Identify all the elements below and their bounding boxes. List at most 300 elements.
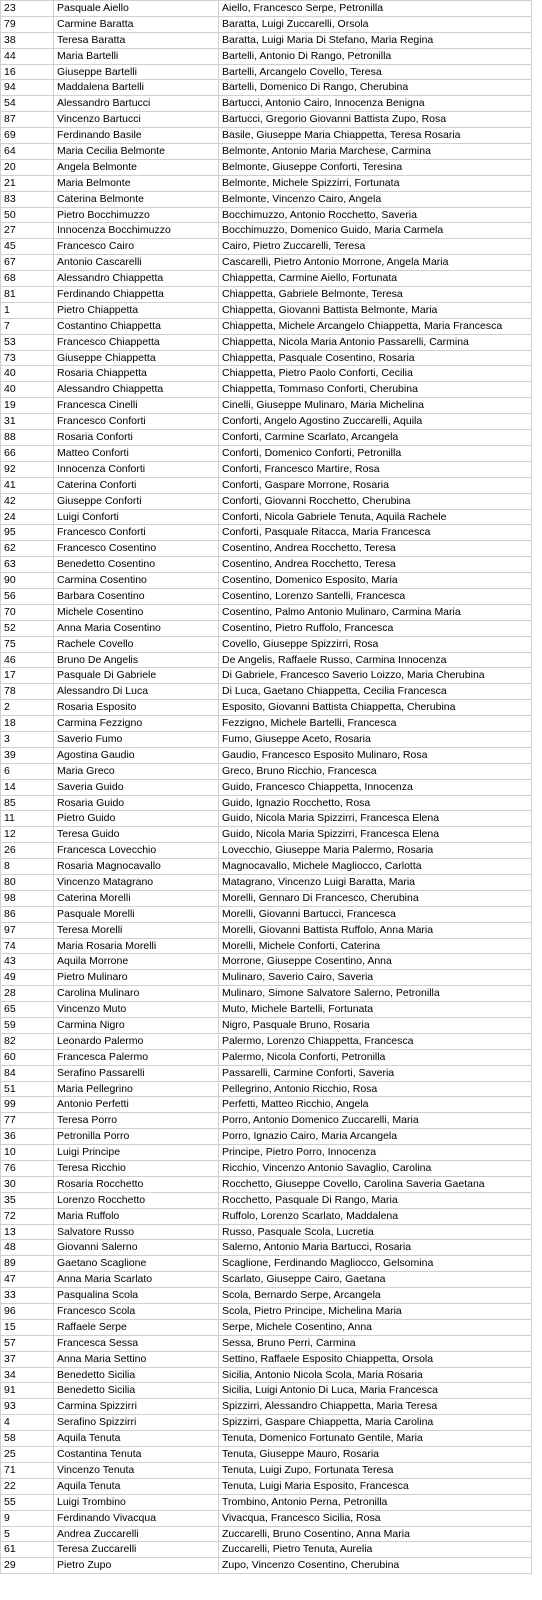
person-name-cell[interactable]: Benedetto Sicilia xyxy=(54,1368,219,1383)
person-name-cell[interactable]: Giuseppe Bartelli xyxy=(54,65,219,80)
parents-cell[interactable]: Settino, Raffaele Esposito Chiappetta, Orsola xyxy=(219,1352,532,1367)
record-number-cell[interactable]: 83 xyxy=(1,192,54,207)
record-number-cell[interactable]: 75 xyxy=(1,637,54,652)
table-row xyxy=(1,1209,532,1225)
person-name-cell[interactable]: Francesco Scola xyxy=(54,1304,219,1319)
record-number-cell[interactable]: 33 xyxy=(1,1288,54,1303)
person-name-cell[interactable]: Maria Belmonte xyxy=(54,176,219,191)
parents-cell[interactable]: Russo, Pasquale Scola, Lucretia xyxy=(219,1225,532,1240)
person-name-cell[interactable]: Angela Belmonte xyxy=(54,160,219,175)
person-name-cell[interactable]: Francesco Conforti xyxy=(54,525,219,540)
record-number-cell[interactable]: 40 xyxy=(1,382,54,397)
record-number-cell[interactable]: 4 xyxy=(1,1415,54,1430)
table-row xyxy=(1,96,532,112)
parents-cell[interactable]: Conforti, Domenico Conforti, Petronilla xyxy=(219,446,532,461)
record-number-cell[interactable]: 25 xyxy=(1,1447,54,1462)
parents-cell[interactable]: Bocchimuzzo, Domenico Guido, Maria Carmela xyxy=(219,223,532,238)
parents-cell[interactable]: Di Gabriele, Francesco Saverio Loizzo, Maria Cherubina xyxy=(219,668,532,683)
parents-cell[interactable]: Porro, Antonio Domenico Zuccarelli, Maria xyxy=(219,1113,532,1128)
parents-cell[interactable]: Pellegrino, Antonio Ricchio, Rosa xyxy=(219,1082,532,1097)
record-number-cell[interactable]: 51 xyxy=(1,1082,54,1097)
person-name-cell[interactable]: Lorenzo Rocchetto xyxy=(54,1193,219,1208)
record-number-cell[interactable]: 61 xyxy=(1,1542,54,1557)
person-name-cell[interactable]: Francesca Sessa xyxy=(54,1336,219,1351)
person-name-cell[interactable]: Costantino Chiappetta xyxy=(54,319,219,334)
parents-cell[interactable]: Perfetti, Matteo Ricchio, Angela xyxy=(219,1097,532,1112)
person-name-cell[interactable]: Innocenza Bocchimuzzo xyxy=(54,223,219,238)
record-number-cell[interactable]: 3 xyxy=(1,732,54,747)
record-number-cell[interactable]: 64 xyxy=(1,144,54,159)
person-name-cell[interactable]: Maria Ruffolo xyxy=(54,1209,219,1224)
person-name-cell[interactable]: Maria Rosaria Morelli xyxy=(54,939,219,954)
person-name-cell[interactable]: Gaetano Scaglione xyxy=(54,1256,219,1271)
person-name-cell[interactable]: Rosaria Magnocavallo xyxy=(54,859,219,874)
person-name-cell[interactable]: Teresa Baratta xyxy=(54,33,219,48)
record-number-cell[interactable]: 28 xyxy=(1,986,54,1001)
record-number-cell[interactable]: 74 xyxy=(1,939,54,954)
parents-cell[interactable]: Chiappetta, Tommaso Conforti, Cherubina xyxy=(219,382,532,397)
person-name-cell[interactable]: Carmina Spizzirri xyxy=(54,1399,219,1414)
record-number-cell[interactable]: 58 xyxy=(1,1431,54,1446)
person-name-cell[interactable]: Benedetto Sicilia xyxy=(54,1383,219,1398)
parents-cell[interactable]: Conforti, Gaspare Morrone, Rosaria xyxy=(219,478,532,493)
person-name-cell[interactable]: Petronilla Porro xyxy=(54,1129,219,1144)
parents-cell[interactable]: Passarelli, Carmine Conforti, Saveria xyxy=(219,1066,532,1081)
person-name-cell[interactable]: Luigi Conforti xyxy=(54,510,219,525)
person-name-cell[interactable]: Pasquale Aiello xyxy=(54,1,219,16)
record-number-cell[interactable]: 42 xyxy=(1,494,54,509)
person-name-cell[interactable]: Teresa Porro xyxy=(54,1113,219,1128)
table-row xyxy=(1,446,532,462)
person-name-cell[interactable]: Francesca Palermo xyxy=(54,1050,219,1065)
record-number-cell[interactable]: 21 xyxy=(1,176,54,191)
parents-cell[interactable]: Nigro, Pasquale Bruno, Rosaria xyxy=(219,1018,532,1033)
person-name-cell[interactable]: Carmina Nigro xyxy=(54,1018,219,1033)
record-number-cell[interactable]: 1 xyxy=(1,303,54,318)
record-number-cell[interactable]: 23 xyxy=(1,1,54,16)
parents-cell[interactable]: Serpe, Michele Cosentino, Anna xyxy=(219,1320,532,1335)
person-name-cell[interactable]: Saverio Fumo xyxy=(54,732,219,747)
record-number-cell[interactable]: 19 xyxy=(1,398,54,413)
record-number-cell[interactable]: 48 xyxy=(1,1240,54,1255)
record-number-cell[interactable]: 90 xyxy=(1,573,54,588)
record-number-cell[interactable]: 18 xyxy=(1,716,54,731)
record-number-cell[interactable]: 69 xyxy=(1,128,54,143)
record-number-cell[interactable]: 56 xyxy=(1,589,54,604)
parents-cell[interactable]: Palermo, Lorenzo Chiappetta, Francesca xyxy=(219,1034,532,1049)
record-number-cell[interactable]: 57 xyxy=(1,1336,54,1351)
parents-cell[interactable]: Cairo, Pietro Zuccarelli, Teresa xyxy=(219,239,532,254)
parents-cell[interactable]: Bocchimuzzo, Antonio Rocchetto, Saveria xyxy=(219,208,532,223)
person-name-cell[interactable]: Anna Maria Scarlato xyxy=(54,1272,219,1287)
parents-cell[interactable]: Guido, Nicola Maria Spizzirri, Francesca Elena xyxy=(219,811,532,826)
parents-cell[interactable]: Cosentino, Domenico Esposito, Maria xyxy=(219,573,532,588)
record-number-cell[interactable]: 54 xyxy=(1,96,54,111)
record-number-cell[interactable]: 67 xyxy=(1,255,54,270)
parents-cell[interactable]: Palermo, Nicola Conforti, Petronilla xyxy=(219,1050,532,1065)
person-name-cell[interactable]: Vincenzo Matagrano xyxy=(54,875,219,890)
parents-cell[interactable]: Principe, Pietro Porro, Innocenza xyxy=(219,1145,532,1160)
person-name-cell[interactable]: Pietro Mulinaro xyxy=(54,970,219,985)
record-number-cell[interactable]: 86 xyxy=(1,907,54,922)
record-number-cell[interactable]: 35 xyxy=(1,1193,54,1208)
person-name-cell[interactable]: Aquila Tenuta xyxy=(54,1479,219,1494)
person-name-cell[interactable]: Maria Cecilia Belmonte xyxy=(54,144,219,159)
record-number-cell[interactable]: 15 xyxy=(1,1320,54,1335)
parents-cell[interactable]: Scola, Pietro Principe, Michelina Maria xyxy=(219,1304,532,1319)
person-name-cell[interactable]: Innocenza Conforti xyxy=(54,462,219,477)
person-name-cell[interactable]: Vincenzo Tenuta xyxy=(54,1463,219,1478)
person-name-cell[interactable]: Michele Cosentino xyxy=(54,605,219,620)
person-name-cell[interactable]: Rosaria Rocchetto xyxy=(54,1177,219,1192)
person-name-cell[interactable]: Carmine Baratta xyxy=(54,17,219,32)
person-name-cell[interactable]: Pietro Chiappetta xyxy=(54,303,219,318)
person-name-cell[interactable]: Ferdinando Chiappetta xyxy=(54,287,219,302)
person-name-cell[interactable]: Maria Greco xyxy=(54,764,219,779)
record-number-cell[interactable]: 46 xyxy=(1,653,54,668)
record-number-cell[interactable]: 93 xyxy=(1,1399,54,1414)
person-name-cell[interactable]: Anna Maria Cosentino xyxy=(54,621,219,636)
person-name-cell[interactable]: Rosaria Chiappetta xyxy=(54,366,219,381)
record-number-cell[interactable]: 62 xyxy=(1,541,54,556)
parents-cell[interactable]: Sessa, Bruno Perri, Carmina xyxy=(219,1336,532,1351)
person-name-cell[interactable]: Pietro Guido xyxy=(54,811,219,826)
record-number-cell[interactable]: 38 xyxy=(1,33,54,48)
parents-cell[interactable]: Greco, Bruno Ricchio, Francesca xyxy=(219,764,532,779)
person-name-cell[interactable]: Luigi Principe xyxy=(54,1145,219,1160)
person-name-cell[interactable]: Bruno De Angelis xyxy=(54,653,219,668)
parents-cell[interactable]: Basile, Giuseppe Maria Chiappetta, Teresa Rosaria xyxy=(219,128,532,143)
parents-cell[interactable]: Belmonte, Antonio Maria Marchese, Carmina xyxy=(219,144,532,159)
record-number-cell[interactable]: 71 xyxy=(1,1463,54,1478)
person-name-cell[interactable]: Alessandro Chiappetta xyxy=(54,382,219,397)
record-number-cell[interactable]: 34 xyxy=(1,1368,54,1383)
record-number-cell[interactable]: 94 xyxy=(1,80,54,95)
parents-cell[interactable]: Bartelli, Domenico Di Rango, Cherubina xyxy=(219,80,532,95)
record-number-cell[interactable]: 73 xyxy=(1,351,54,366)
person-name-cell[interactable]: Pasquale Di Gabriele xyxy=(54,668,219,683)
person-name-cell[interactable]: Maddalena Bartelli xyxy=(54,80,219,95)
person-name-cell[interactable]: Pietro Bocchimuzzo xyxy=(54,208,219,223)
record-number-cell[interactable]: 95 xyxy=(1,525,54,540)
person-name-cell[interactable]: Maria Bartelli xyxy=(54,49,219,64)
person-name-cell[interactable]: Francesca Lovecchio xyxy=(54,843,219,858)
record-number-cell[interactable]: 6 xyxy=(1,764,54,779)
record-number-cell[interactable]: 39 xyxy=(1,748,54,763)
person-name-cell[interactable]: Teresa Morelli xyxy=(54,923,219,938)
record-number-cell[interactable]: 72 xyxy=(1,1209,54,1224)
parents-cell[interactable]: Conforti, Nicola Gabriele Tenuta, Aquila Rachele xyxy=(219,510,532,525)
person-name-cell[interactable]: Serafino Spizzirri xyxy=(54,1415,219,1430)
record-number-cell[interactable]: 87 xyxy=(1,112,54,127)
parents-cell[interactable]: Magnocavallo, Michele Magliocco, Carlotta xyxy=(219,859,532,874)
person-name-cell[interactable]: Antonio Perfetti xyxy=(54,1097,219,1112)
record-number-cell[interactable]: 52 xyxy=(1,621,54,636)
record-number-cell[interactable]: 43 xyxy=(1,954,54,969)
person-name-cell[interactable]: Luigi Trombino xyxy=(54,1495,219,1510)
record-number-cell[interactable]: 53 xyxy=(1,335,54,350)
parents-cell[interactable]: Zuccarelli, Bruno Cosentino, Anna Maria xyxy=(219,1527,532,1542)
parents-cell[interactable]: Guido, Nicola Maria Spizzirri, Francesca Elena xyxy=(219,827,532,842)
record-number-cell[interactable]: 5 xyxy=(1,1527,54,1542)
parents-cell[interactable]: Ricchio, Vincenzo Antonio Savaglio, Carolina xyxy=(219,1161,532,1176)
parents-cell[interactable]: Scaglione, Ferdinando Magliocco, Gelsomina xyxy=(219,1256,532,1271)
record-number-cell[interactable]: 79 xyxy=(1,17,54,32)
parents-cell[interactable]: Bartucci, Antonio Cairo, Innocenza Benigna xyxy=(219,96,532,111)
parents-cell[interactable]: Lovecchio, Giuseppe Maria Palermo, Rosaria xyxy=(219,843,532,858)
parents-cell[interactable]: Belmonte, Giuseppe Conforti, Teresina xyxy=(219,160,532,175)
parents-cell[interactable]: Chiappetta, Giovanni Battista Belmonte, Maria xyxy=(219,303,532,318)
person-name-cell[interactable]: Vincenzo Bartucci xyxy=(54,112,219,127)
person-name-cell[interactable]: Giovanni Salerno xyxy=(54,1240,219,1255)
record-number-cell[interactable]: 40 xyxy=(1,366,54,381)
person-name-cell[interactable]: Raffaele Serpe xyxy=(54,1320,219,1335)
parents-cell[interactable]: Morelli, Giovanni Bartucci, Francesca xyxy=(219,907,532,922)
person-name-cell[interactable]: Rachele Covello xyxy=(54,637,219,652)
record-number-cell[interactable]: 16 xyxy=(1,65,54,80)
parents-cell[interactable]: Mulinaro, Saverio Cairo, Saveria xyxy=(219,970,532,985)
parents-cell[interactable]: Sicilia, Luigi Antonio Di Luca, Maria Francesca xyxy=(219,1383,532,1398)
parents-cell[interactable]: Sicilia, Antonio Nicola Scola, Maria Rosaria xyxy=(219,1368,532,1383)
parents-cell[interactable]: Rocchetto, Pasquale Di Rango, Maria xyxy=(219,1193,532,1208)
parents-cell[interactable]: Conforti, Pasquale Ritacca, Maria Francesca xyxy=(219,525,532,540)
record-number-cell[interactable]: 66 xyxy=(1,446,54,461)
record-number-cell[interactable]: 98 xyxy=(1,891,54,906)
parents-cell[interactable]: De Angelis, Raffaele Russo, Carmina Innocenza xyxy=(219,653,532,668)
parents-cell[interactable]: Chiappetta, Carmine Aiello, Fortunata xyxy=(219,271,532,286)
parents-cell[interactable]: Chiappetta, Pietro Paolo Conforti, Cecilia xyxy=(219,366,532,381)
person-name-cell[interactable]: Aquila Morrone xyxy=(54,954,219,969)
person-name-cell[interactable]: Carmina Fezzigno xyxy=(54,716,219,731)
person-name-cell[interactable]: Rosaria Conforti xyxy=(54,430,219,445)
record-number-cell[interactable]: 45 xyxy=(1,239,54,254)
record-number-cell[interactable]: 17 xyxy=(1,668,54,683)
record-number-cell[interactable]: 12 xyxy=(1,827,54,842)
person-name-cell[interactable]: Leonardo Palermo xyxy=(54,1034,219,1049)
record-number-cell[interactable]: 20 xyxy=(1,160,54,175)
person-name-cell[interactable]: Alessandro Bartucci xyxy=(54,96,219,111)
parents-cell[interactable]: Fezzigno, Michele Bartelli, Francesca xyxy=(219,716,532,731)
person-name-cell[interactable]: Caterina Conforti xyxy=(54,478,219,493)
person-name-cell[interactable]: Salvatore Russo xyxy=(54,1225,219,1240)
parents-cell[interactable]: Scola, Bernardo Serpe, Arcangela xyxy=(219,1288,532,1303)
record-number-cell[interactable]: 24 xyxy=(1,510,54,525)
parents-cell[interactable]: Mulinaro, Simone Salvatore Salerno, Petronilla xyxy=(219,986,532,1001)
parents-cell[interactable]: Gaudio, Francesco Esposito Mulinaro, Rosa xyxy=(219,748,532,763)
record-number-cell[interactable]: 88 xyxy=(1,430,54,445)
parents-cell[interactable]: Conforti, Francesco Martire, Rosa xyxy=(219,462,532,477)
parents-cell[interactable]: Chiappetta, Pasquale Cosentino, Rosaria xyxy=(219,351,532,366)
parents-cell[interactable]: Tenuta, Giuseppe Mauro, Rosaria xyxy=(219,1447,532,1462)
parents-cell[interactable]: Belmonte, Michele Spizzirri, Fortunata xyxy=(219,176,532,191)
parents-cell[interactable]: Cosentino, Lorenzo Santelli, Francesca xyxy=(219,589,532,604)
parents-cell[interactable]: Salerno, Antonio Maria Bartucci, Rosaria xyxy=(219,1240,532,1255)
parents-cell[interactable]: Covello, Giuseppe Spizzirri, Rosa xyxy=(219,637,532,652)
person-name-cell[interactable]: Giuseppe Chiappetta xyxy=(54,351,219,366)
record-number-cell[interactable]: 44 xyxy=(1,49,54,64)
record-number-cell[interactable]: 70 xyxy=(1,605,54,620)
parents-cell[interactable]: Cosentino, Andrea Rocchetto, Teresa xyxy=(219,541,532,556)
record-number-cell[interactable]: 26 xyxy=(1,843,54,858)
parents-cell[interactable]: Chiappetta, Michele Arcangelo Chiappetta, Maria Francesca xyxy=(219,319,532,334)
record-number-cell[interactable]: 96 xyxy=(1,1304,54,1319)
record-number-cell[interactable]: 49 xyxy=(1,970,54,985)
person-name-cell[interactable]: Caterina Belmonte xyxy=(54,192,219,207)
parents-cell[interactable]: Baratta, Luigi Zuccarelli, Orsola xyxy=(219,17,532,32)
record-number-cell[interactable]: 10 xyxy=(1,1145,54,1160)
record-number-cell[interactable]: 41 xyxy=(1,478,54,493)
record-number-cell[interactable]: 76 xyxy=(1,1161,54,1176)
record-number-cell[interactable]: 2 xyxy=(1,700,54,715)
record-number-cell[interactable]: 14 xyxy=(1,780,54,795)
record-number-cell[interactable]: 65 xyxy=(1,1002,54,1017)
record-number-cell[interactable]: 89 xyxy=(1,1256,54,1271)
parents-cell[interactable]: Ruffolo, Lorenzo Scarlato, Maddalena xyxy=(219,1209,532,1224)
person-name-cell[interactable]: Pietro Zupo xyxy=(54,1558,219,1573)
parents-cell[interactable]: Zuccarelli, Pietro Tenuta, Aurelia xyxy=(219,1542,532,1557)
person-name-cell[interactable]: Francesco Conforti xyxy=(54,414,219,429)
person-name-cell[interactable]: Carmina Cosentino xyxy=(54,573,219,588)
record-number-cell[interactable]: 59 xyxy=(1,1018,54,1033)
parents-cell[interactable]: Morelli, Giovanni Battista Ruffolo, Anna Maria xyxy=(219,923,532,938)
parents-cell[interactable]: Vivacqua, Francesco Sicilia, Rosa xyxy=(219,1511,532,1526)
record-number-cell[interactable]: 68 xyxy=(1,271,54,286)
record-number-cell[interactable]: 99 xyxy=(1,1097,54,1112)
record-number-cell[interactable]: 27 xyxy=(1,223,54,238)
person-name-cell[interactable]: Pasqualina Scola xyxy=(54,1288,219,1303)
parents-cell[interactable]: Cascarelli, Pietro Antonio Morrone, Angela Maria xyxy=(219,255,532,270)
record-number-cell[interactable]: 82 xyxy=(1,1034,54,1049)
parents-cell[interactable]: Rocchetto, Giuseppe Covello, Carolina Saveria Gaetana xyxy=(219,1177,532,1192)
parents-cell[interactable]: Muto, Michele Bartelli, Fortunata xyxy=(219,1002,532,1017)
person-name-cell[interactable]: Anna Maria Settino xyxy=(54,1352,219,1367)
person-name-cell[interactable]: Alessandro Di Luca xyxy=(54,684,219,699)
record-number-cell[interactable]: 85 xyxy=(1,796,54,811)
person-name-cell[interactable]: Agostina Gaudio xyxy=(54,748,219,763)
person-name-cell[interactable]: Serafino Passarelli xyxy=(54,1066,219,1081)
record-number-cell[interactable]: 60 xyxy=(1,1050,54,1065)
person-name-cell[interactable]: Giuseppe Conforti xyxy=(54,494,219,509)
parents-cell[interactable]: Bartelli, Arcangelo Covello, Teresa xyxy=(219,65,532,80)
person-name-cell[interactable]: Rosaria Guido xyxy=(54,796,219,811)
record-number-cell[interactable]: 81 xyxy=(1,287,54,302)
parents-cell[interactable]: Esposito, Giovanni Battista Chiappetta, Cherubina xyxy=(219,700,532,715)
record-number-cell[interactable]: 92 xyxy=(1,462,54,477)
parents-cell[interactable]: Cosentino, Andrea Rocchetto, Teresa xyxy=(219,557,532,572)
parents-cell[interactable]: Di Luca, Gaetano Chiappetta, Cecilia Francesca xyxy=(219,684,532,699)
record-number-cell[interactable]: 63 xyxy=(1,557,54,572)
person-name-cell[interactable]: Benedetto Cosentino xyxy=(54,557,219,572)
record-number-cell[interactable]: 91 xyxy=(1,1383,54,1398)
person-name-cell[interactable]: Caterina Morelli xyxy=(54,891,219,906)
parents-cell[interactable]: Cosentino, Palmo Antonio Mulinaro, Carmina Maria xyxy=(219,605,532,620)
parents-cell[interactable]: Spizzirri, Gaspare Chiappetta, Maria Carolina xyxy=(219,1415,532,1430)
person-name-cell[interactable]: Vincenzo Muto xyxy=(54,1002,219,1017)
record-number-cell[interactable]: 13 xyxy=(1,1225,54,1240)
parents-cell[interactable]: Bartucci, Gregorio Giovanni Battista Zupo, Rosa xyxy=(219,112,532,127)
person-name-cell[interactable]: Francesco Cairo xyxy=(54,239,219,254)
parents-cell[interactable]: Chiappetta, Gabriele Belmonte, Teresa xyxy=(219,287,532,302)
record-number-cell[interactable]: 29 xyxy=(1,1558,54,1573)
record-number-cell[interactable]: 50 xyxy=(1,208,54,223)
person-name-cell[interactable]: Saveria Guido xyxy=(54,780,219,795)
parents-cell[interactable]: Trombino, Antonio Perna, Petronilla xyxy=(219,1495,532,1510)
person-name-cell[interactable]: Rosaria Esposito xyxy=(54,700,219,715)
parents-cell[interactable]: Chiappetta, Nicola Maria Antonio Passarelli, Carmina xyxy=(219,335,532,350)
person-name-cell[interactable]: Teresa Ricchio xyxy=(54,1161,219,1176)
person-name-cell[interactable]: Francesco Cosentino xyxy=(54,541,219,556)
parents-cell[interactable]: Belmonte, Vincenzo Cairo, Angela xyxy=(219,192,532,207)
record-number-cell[interactable]: 7 xyxy=(1,319,54,334)
parents-cell[interactable]: Scarlato, Giuseppe Cairo, Gaetana xyxy=(219,1272,532,1287)
parents-cell[interactable]: Zupo, Vincenzo Cosentino, Cherubina xyxy=(219,1558,532,1573)
record-number-cell[interactable]: 11 xyxy=(1,811,54,826)
parents-cell[interactable]: Conforti, Angelo Agostino Zuccarelli, Aquila xyxy=(219,414,532,429)
record-number-cell[interactable]: 47 xyxy=(1,1272,54,1287)
record-number-cell[interactable]: 84 xyxy=(1,1066,54,1081)
parents-cell[interactable]: Tenuta, Luigi Maria Esposito, Francesca xyxy=(219,1479,532,1494)
person-name-cell[interactable]: Pasquale Morelli xyxy=(54,907,219,922)
parents-cell[interactable]: Morelli, Michele Conforti, Caterina xyxy=(219,939,532,954)
record-number-cell[interactable]: 30 xyxy=(1,1177,54,1192)
parents-cell[interactable]: Morrone, Giuseppe Cosentino, Anna xyxy=(219,954,532,969)
record-number-cell[interactable]: 97 xyxy=(1,923,54,938)
person-name-cell[interactable]: Francesco Chiappetta xyxy=(54,335,219,350)
person-name-cell[interactable]: Aquila Tenuta xyxy=(54,1431,219,1446)
parents-cell[interactable]: Tenuta, Luigi Zupo, Fortunata Teresa xyxy=(219,1463,532,1478)
record-number-cell[interactable]: 36 xyxy=(1,1129,54,1144)
parents-cell[interactable]: Guido, Ignazio Rocchetto, Rosa xyxy=(219,796,532,811)
parents-cell[interactable]: Matagrano, Vincenzo Luigi Baratta, Maria xyxy=(219,875,532,890)
record-number-cell[interactable]: 8 xyxy=(1,859,54,874)
record-number-cell[interactable]: 9 xyxy=(1,1511,54,1526)
record-number-cell[interactable]: 55 xyxy=(1,1495,54,1510)
parents-cell[interactable]: Porro, Ignazio Cairo, Maria Arcangela xyxy=(219,1129,532,1144)
parents-cell[interactable]: Tenuta, Domenico Fortunato Gentile, Maria xyxy=(219,1431,532,1446)
parents-cell[interactable]: Aiello, Francesco Serpe, Petronilla xyxy=(219,1,532,16)
parents-cell[interactable]: Cinelli, Giuseppe Mulinaro, Maria Michelina xyxy=(219,398,532,413)
parents-cell[interactable]: Baratta, Luigi Maria Di Stefano, Maria Regina xyxy=(219,33,532,48)
record-number-cell[interactable]: 78 xyxy=(1,684,54,699)
record-number-cell[interactable]: 77 xyxy=(1,1113,54,1128)
parents-cell[interactable]: Conforti, Giovanni Rocchetto, Cherubina xyxy=(219,494,532,509)
person-name-cell[interactable]: Antonio Cascarelli xyxy=(54,255,219,270)
parents-cell[interactable]: Guido, Francesco Chiappetta, Innocenza xyxy=(219,780,532,795)
person-name-cell[interactable]: Teresa Guido xyxy=(54,827,219,842)
parents-cell[interactable]: Bartelli, Antonio Di Rango, Petronilla xyxy=(219,49,532,64)
parents-cell[interactable]: Cosentino, Pietro Ruffolo, Francesca xyxy=(219,621,532,636)
person-name-cell[interactable]: Ferdinando Vivacqua xyxy=(54,1511,219,1526)
person-name-cell[interactable]: Teresa Zuccarelli xyxy=(54,1542,219,1557)
person-name-cell[interactable]: Carolina Mulinaro xyxy=(54,986,219,1001)
record-number-cell[interactable]: 22 xyxy=(1,1479,54,1494)
parents-cell[interactable]: Spizzirri, Alessandro Chiappetta, Maria Teresa xyxy=(219,1399,532,1414)
parents-cell[interactable]: Fumo, Giuseppe Aceto, Rosaria xyxy=(219,732,532,747)
parents-cell[interactable]: Morelli, Gennaro Di Francesco, Cherubina xyxy=(219,891,532,906)
person-name-cell[interactable]: Matteo Conforti xyxy=(54,446,219,461)
person-name-cell[interactable]: Maria Pellegrino xyxy=(54,1082,219,1097)
person-name-cell[interactable]: Ferdinando Basile xyxy=(54,128,219,143)
person-name-cell[interactable]: Barbara Cosentino xyxy=(54,589,219,604)
record-number-cell[interactable]: 31 xyxy=(1,414,54,429)
person-name-cell[interactable]: Costantina Tenuta xyxy=(54,1447,219,1462)
person-name-cell[interactable]: Alessandro Chiappetta xyxy=(54,271,219,286)
record-number-cell[interactable]: 37 xyxy=(1,1352,54,1367)
person-name-cell[interactable]: Francesca Cinelli xyxy=(54,398,219,413)
parents-cell[interactable]: Conforti, Carmine Scarlato, Arcangela xyxy=(219,430,532,445)
person-name-cell[interactable]: Andrea Zuccarelli xyxy=(54,1527,219,1542)
record-number-cell[interactable]: 80 xyxy=(1,875,54,890)
